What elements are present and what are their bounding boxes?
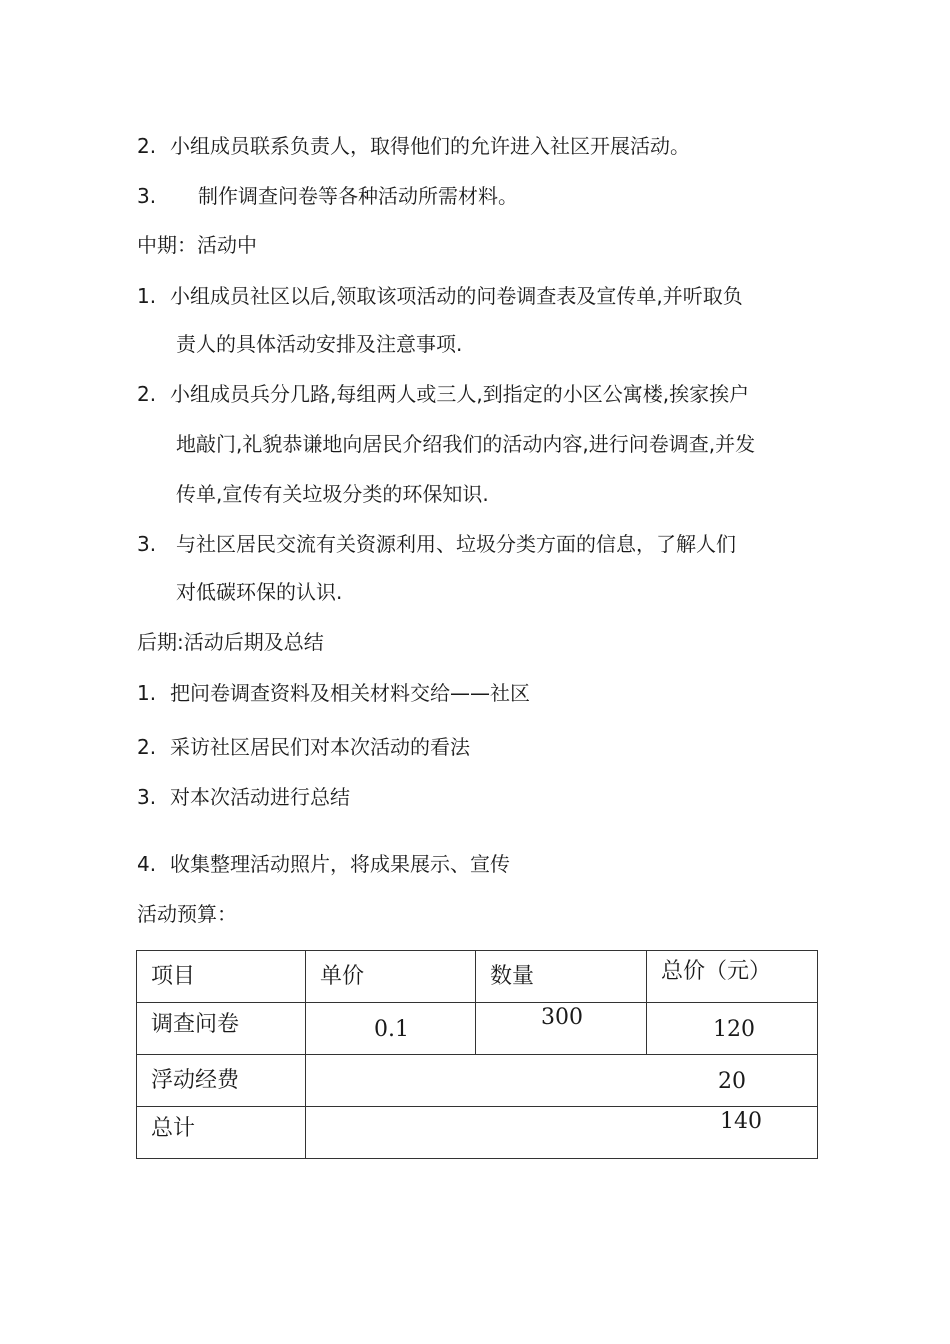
list-item [137,132,690,160]
table-cell: 120 [647,1003,818,1055]
budget-table [136,950,818,1159]
table-cell: 300 [476,1003,647,1055]
list-text: 小组成员社区以后,领取该项活动的问卷调查表及宣传单,并听取负 [170,284,743,308]
list-continuation: 责人的具体活动安排及注意事项. [176,332,463,356]
list-item [137,530,736,558]
section-heading-late: 后期:活动后期及总结 [137,630,324,654]
table-row [137,1107,818,1159]
table-cell-merged: 140 [306,1107,818,1159]
section-heading-mid: 中期：活动中 [137,233,257,257]
list-item [137,182,518,210]
table-header-cell: 数量 [476,951,647,1003]
list-continuation: 对低碳环保的认识. [176,580,343,604]
list-text: 采访社区居民们对本次活动的看法 [170,735,470,759]
list-continuation: 传单,宣传有关垃圾分类的环保知识. [176,482,489,506]
table-header-cell: 项目 [137,951,306,1003]
list-text: 把问卷调查资料及相关材料交给——社区 [170,681,530,705]
table-header-cell: 单价 [306,951,476,1003]
table-cell-merged: 20 [306,1055,818,1107]
list-number: 2. [137,382,157,406]
list-item [137,733,470,761]
list-item [137,783,350,811]
list-item [137,850,510,878]
table-header-row [137,951,818,1003]
list-number: 2. [137,134,157,158]
table-row [137,1055,818,1107]
list-number: 2. [137,735,157,759]
table-cell: 浮动经费 [137,1055,306,1107]
list-continuation: 地敲门,礼貌恭谦地向居民介绍我们的活动内容,进行问卷调查,并发 [176,432,756,456]
list-number: 4. [137,852,157,876]
list-text: 小组成员兵分几路,每组两人或三人,到指定的小区公寓楼,挨家挨户 [170,382,750,406]
budget-heading: 活动预算： [137,902,237,926]
list-text: 小组成员联系负责人，取得他们的允许进入社区开展活动。 [170,134,690,158]
list-number: 3. [137,184,157,208]
list-text: 收集整理活动照片，将成果展示、宣传 [170,852,510,876]
list-item [137,282,743,310]
list-item [137,380,749,408]
table-cell: 总计 [137,1107,306,1159]
list-text: 对本次活动进行总结 [170,785,350,809]
list-number: 3. [137,532,157,556]
table-cell: 0.1 [306,1003,476,1055]
table-row [137,1003,818,1055]
list-text: 与社区居民交流有关资源利用、垃圾分类方面的信息，了解人们 [176,532,736,556]
list-item [137,679,530,707]
list-number: 1. [137,284,157,308]
list-number: 3. [137,785,157,809]
table-header-cell: 总价（元） [647,951,818,1003]
table-cell: 调查问卷 [137,1003,306,1055]
list-text: 制作调查问卷等各种活动所需材料。 [198,184,518,208]
list-number: 1. [137,681,157,705]
